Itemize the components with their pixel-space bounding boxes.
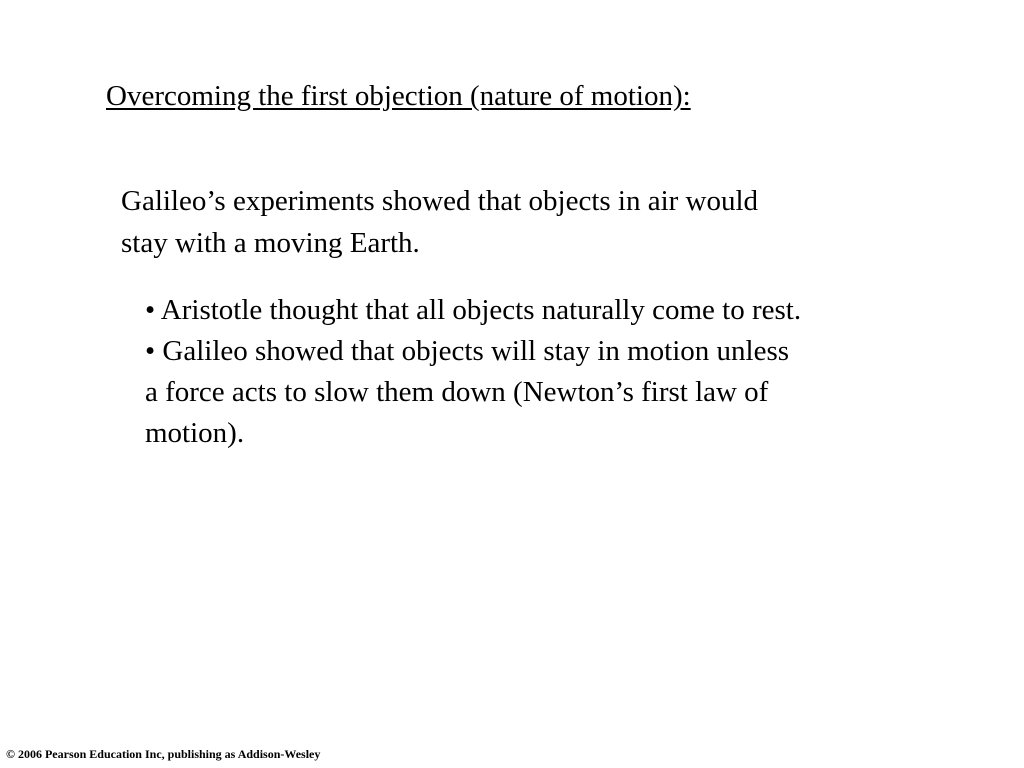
intro-paragraph: [121, 180, 921, 264]
bullet-line: a force acts to slow them down (Newton’s first law of: [145, 376, 769, 408]
intro-line: Galileo’s experiments showed that objects in air would: [121, 185, 759, 217]
bullet-list: [145, 290, 965, 454]
bullet-line: motion).: [145, 417, 245, 449]
bullet-line: • Aristotle thought that all objects naturally come to rest.: [145, 294, 802, 326]
intro-line: stay with a moving Earth.: [121, 227, 420, 259]
copyright-footer: © 2006 Pearson Education Inc, publishing as Addison-Wesley: [6, 747, 321, 761]
slide-title: Overcoming the first objection (nature of motion):: [106, 80, 691, 112]
bullet-line: • Galileo showed that objects will stay in motion unless: [145, 335, 790, 367]
